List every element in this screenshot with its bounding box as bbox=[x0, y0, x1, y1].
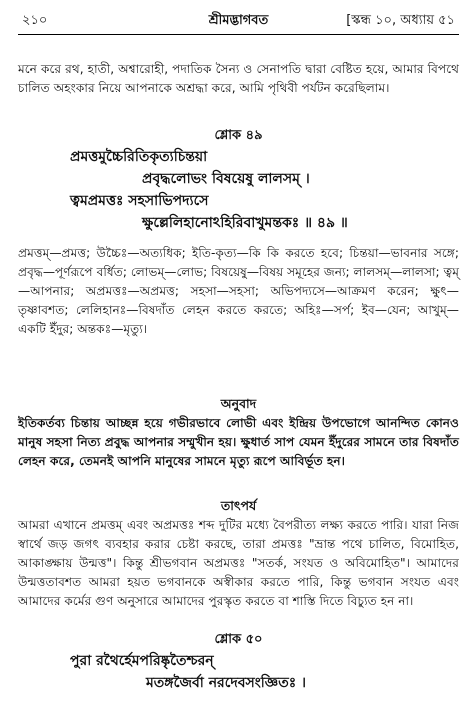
verse-49-line-1: প্রমত্তমুচ্চৈরিতিকৃত্যচিন্তয়া bbox=[70, 149, 208, 165]
book-title: শ্রীমদ্ভাগবত bbox=[208, 13, 269, 28]
translation-heading: অনুবাদ bbox=[220, 396, 257, 411]
verse-50-text bbox=[70, 650, 443, 694]
page-number: ২১০ bbox=[22, 13, 48, 28]
verse-49-heading: শ্লোক ৪৯ bbox=[214, 128, 263, 143]
purport-heading: তাৎপর্য bbox=[220, 498, 257, 513]
verse-49-line-3: ত্বমপ্রমত্তঃ সহসাভিপদ্যসে bbox=[70, 193, 209, 209]
page-header bbox=[18, 10, 459, 32]
header-divider bbox=[18, 34, 459, 35]
verse-49-text bbox=[70, 146, 443, 234]
section-reference: [স্কন্ধ ১০, অধ্যায় ৫১ bbox=[346, 13, 455, 28]
purport-text: আমরা এখানে প্রমত্তম্ এবং অপ্রমত্তঃ শব্দ দুটির মধ্যে বৈপরীত্য লক্ষ্য করতে পারি। যারা নিজ স্বার্থে জড় জগৎ ব্যবহার করার চেষ্টা করছে, তারা প্রমত্তঃ "ভ্রান্ত পথে চালিত, বিমোহিত, আকাঙ্ক্ষায় উন্মত্ত"। কিন্তু শ্রীভগবান অপ্রমত্তঃ "সতর্ক, সংযত ও অবিমোহিত"। আমাদের উন্মত্ততাবশত আমরা হয়ত ভগবানকে অস্বীকার করতে পারি, কিন্তু ভগবান সংযত এবং আমাদের কর্মের গুণ অনুসারে আমাদের পুরস্কৃত করতে বা শাস্তি দিতে বিচ্যুত হন না। bbox=[18, 518, 459, 608]
verse-49-line-2: প্রবৃদ্ধলোভং বিষয়েষু লালসম্ । bbox=[142, 171, 310, 187]
verse-49-line-4: ক্ষুল্লেলিহানোঽহিরিবাখুমন্তকঃ ॥ ৪৯ ॥ bbox=[142, 215, 348, 231]
intro-paragraph: মনে করে রথ, হাতী, অশ্বারোহী, পদাতিক সৈন্য ও সেনাপতি দ্বারা বেষ্টিত হয়ে, আমার বিপথে চালিত অহংকার নিয়ে আপনাকে অশ্রদ্ধা করে, আমি পৃথিবী পর্যটন করেছিলাম। bbox=[18, 62, 459, 95]
translation-text: ইতিকর্তব্য চিন্তায় আচ্ছন্ন হয়ে গভীরভাবে লোভী এবং ইন্দ্রিয় উপভোগে আনন্দিত কোনও মানুষ সহসা নিত্য প্রবুদ্ধ আপনার সম্মুখীন হয়। ক্ষুধার্ত সাপ যেমন ইঁদুরের সামনে তার বিষদাঁত লেহন করে, তেমনই আপনি মানুষের সামনে মৃত্যু রূপে আবির্ভূত হন। bbox=[18, 416, 459, 468]
verse-50-line-2: মতঙ্গজৈর্বা নরদেবসংজ্ঞিতঃ । bbox=[146, 675, 307, 691]
verse-50-heading: শ্লোক ৫০ bbox=[214, 632, 263, 647]
synonyms-paragraph: প্রমত্তম্—প্রমত্ত; উচ্চৈঃ—অত্যধিক; ইতি-কৃত্য—কি কি করতে হবে; চিন্তয়া—ভাবনার সঙ্গে; প্রবৃদ্ধ—পূর্ণরূপে বর্ধিত; লোভম্—লোভ; বিষয়েষু—বিষয় সমূহের জন্য; লালসম্—লালসা; ত্বম্—আপনার; অপ্রমত্তঃ—অপ্রমত্ত; সহসা—সহসা; অভিপদ্যসে—আক্রমণ করেন; ক্ষুৎ—তৃষ্ণাবশত; লেলিহানঃ—বিষদাঁত লেহন করতে করতে; অহিঃ—সর্প; ইব—যেন; আখুম্—একটি ইঁদুর; অন্তকঃ—মৃত্যু। bbox=[18, 246, 459, 336]
verse-50-line-1: পুরা রথৈর্হেমপরিষ্কৃতৈশ্চরন্ bbox=[70, 653, 214, 669]
